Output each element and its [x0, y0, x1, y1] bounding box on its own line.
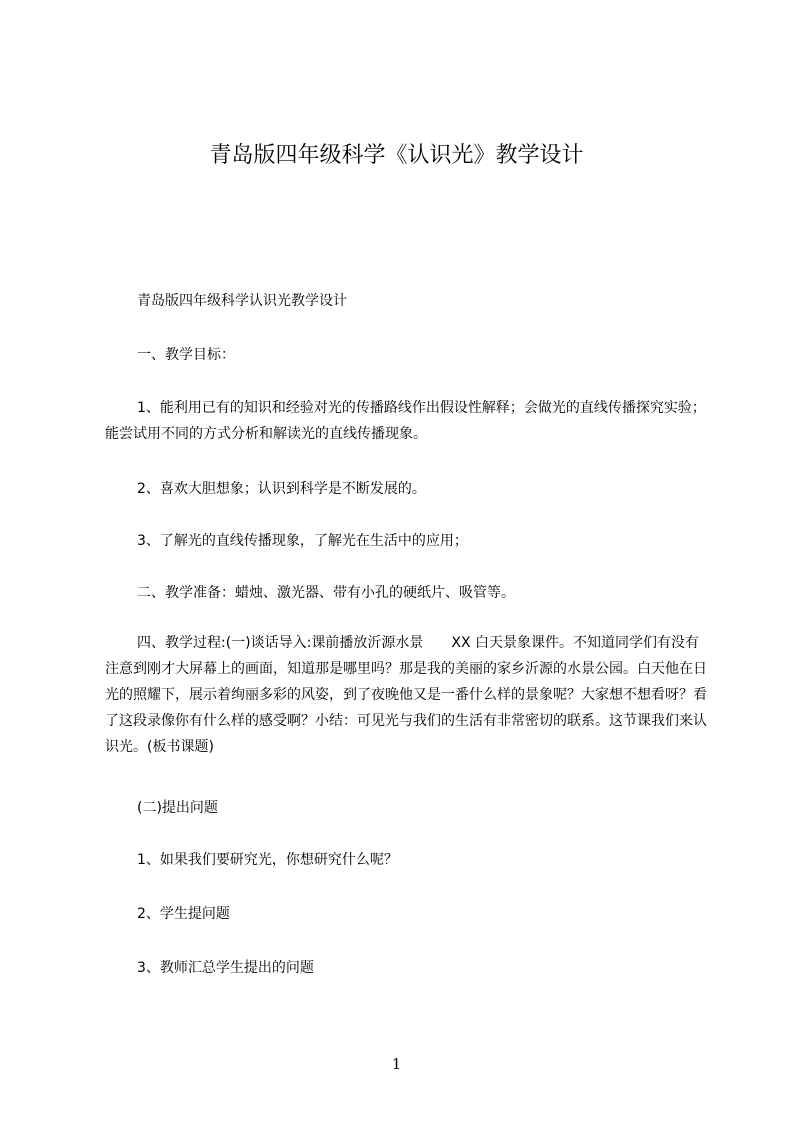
page-title: 青岛版四年级科学《认识光》教学设计	[209, 143, 584, 168]
paragraph-section-questions: (二)提出问题	[137, 800, 218, 816]
paragraph-objective-2: 2、喜欢大胆想象；认识到科学是不断发展的。	[137, 481, 426, 497]
page-number: 1	[391, 1055, 402, 1073]
paragraph-question-1: 1、如果我们要研究光，你想研究什么呢？	[137, 852, 398, 868]
paragraph-question-2: 2、学生提问题	[137, 906, 230, 922]
paragraph-section-preparation: 二、教学准备：蜡烛、激光器、带有小孔的硬纸片、吸管等。	[137, 585, 515, 601]
paragraph-question-3: 3、教师汇总学生提出的问题	[137, 960, 314, 976]
paragraph-objective-1: 1、能利用已有的知识和经验对光的传播路线作出假设性解释；会做光的直线传播探究实验；能尝试用不同的方式分析和解读光的直线传播现象。	[105, 400, 706, 442]
paragraph-subtitle: 青岛版四年级科学认识光教学设计	[137, 293, 347, 309]
paragraph-objective-3: 3、了解光的直线传播现象，了解光在生活中的应用；	[137, 533, 468, 549]
paragraph-section-objectives: 一、教学目标：	[137, 347, 235, 363]
paragraph-teaching-process: 四、教学过程:(一)谈话导入:课前播放沂源水景 XX 白天景象课件。不知道同学们有没有注意到刚才大屏幕上的画面，知道那是哪里吗？那是我的美丽的家乡沂源的水景公园。白天他在日光的照耀下，展示着绚丽多彩的风姿，到了夜晚他又是一番什么样的景象呢？大家想不想看呀？看了这段录像你有什么样的感受啊？小结：可见光与我们的生活有非常密切的联系。这节课我们来认识光。(板书课题)	[105, 635, 707, 755]
